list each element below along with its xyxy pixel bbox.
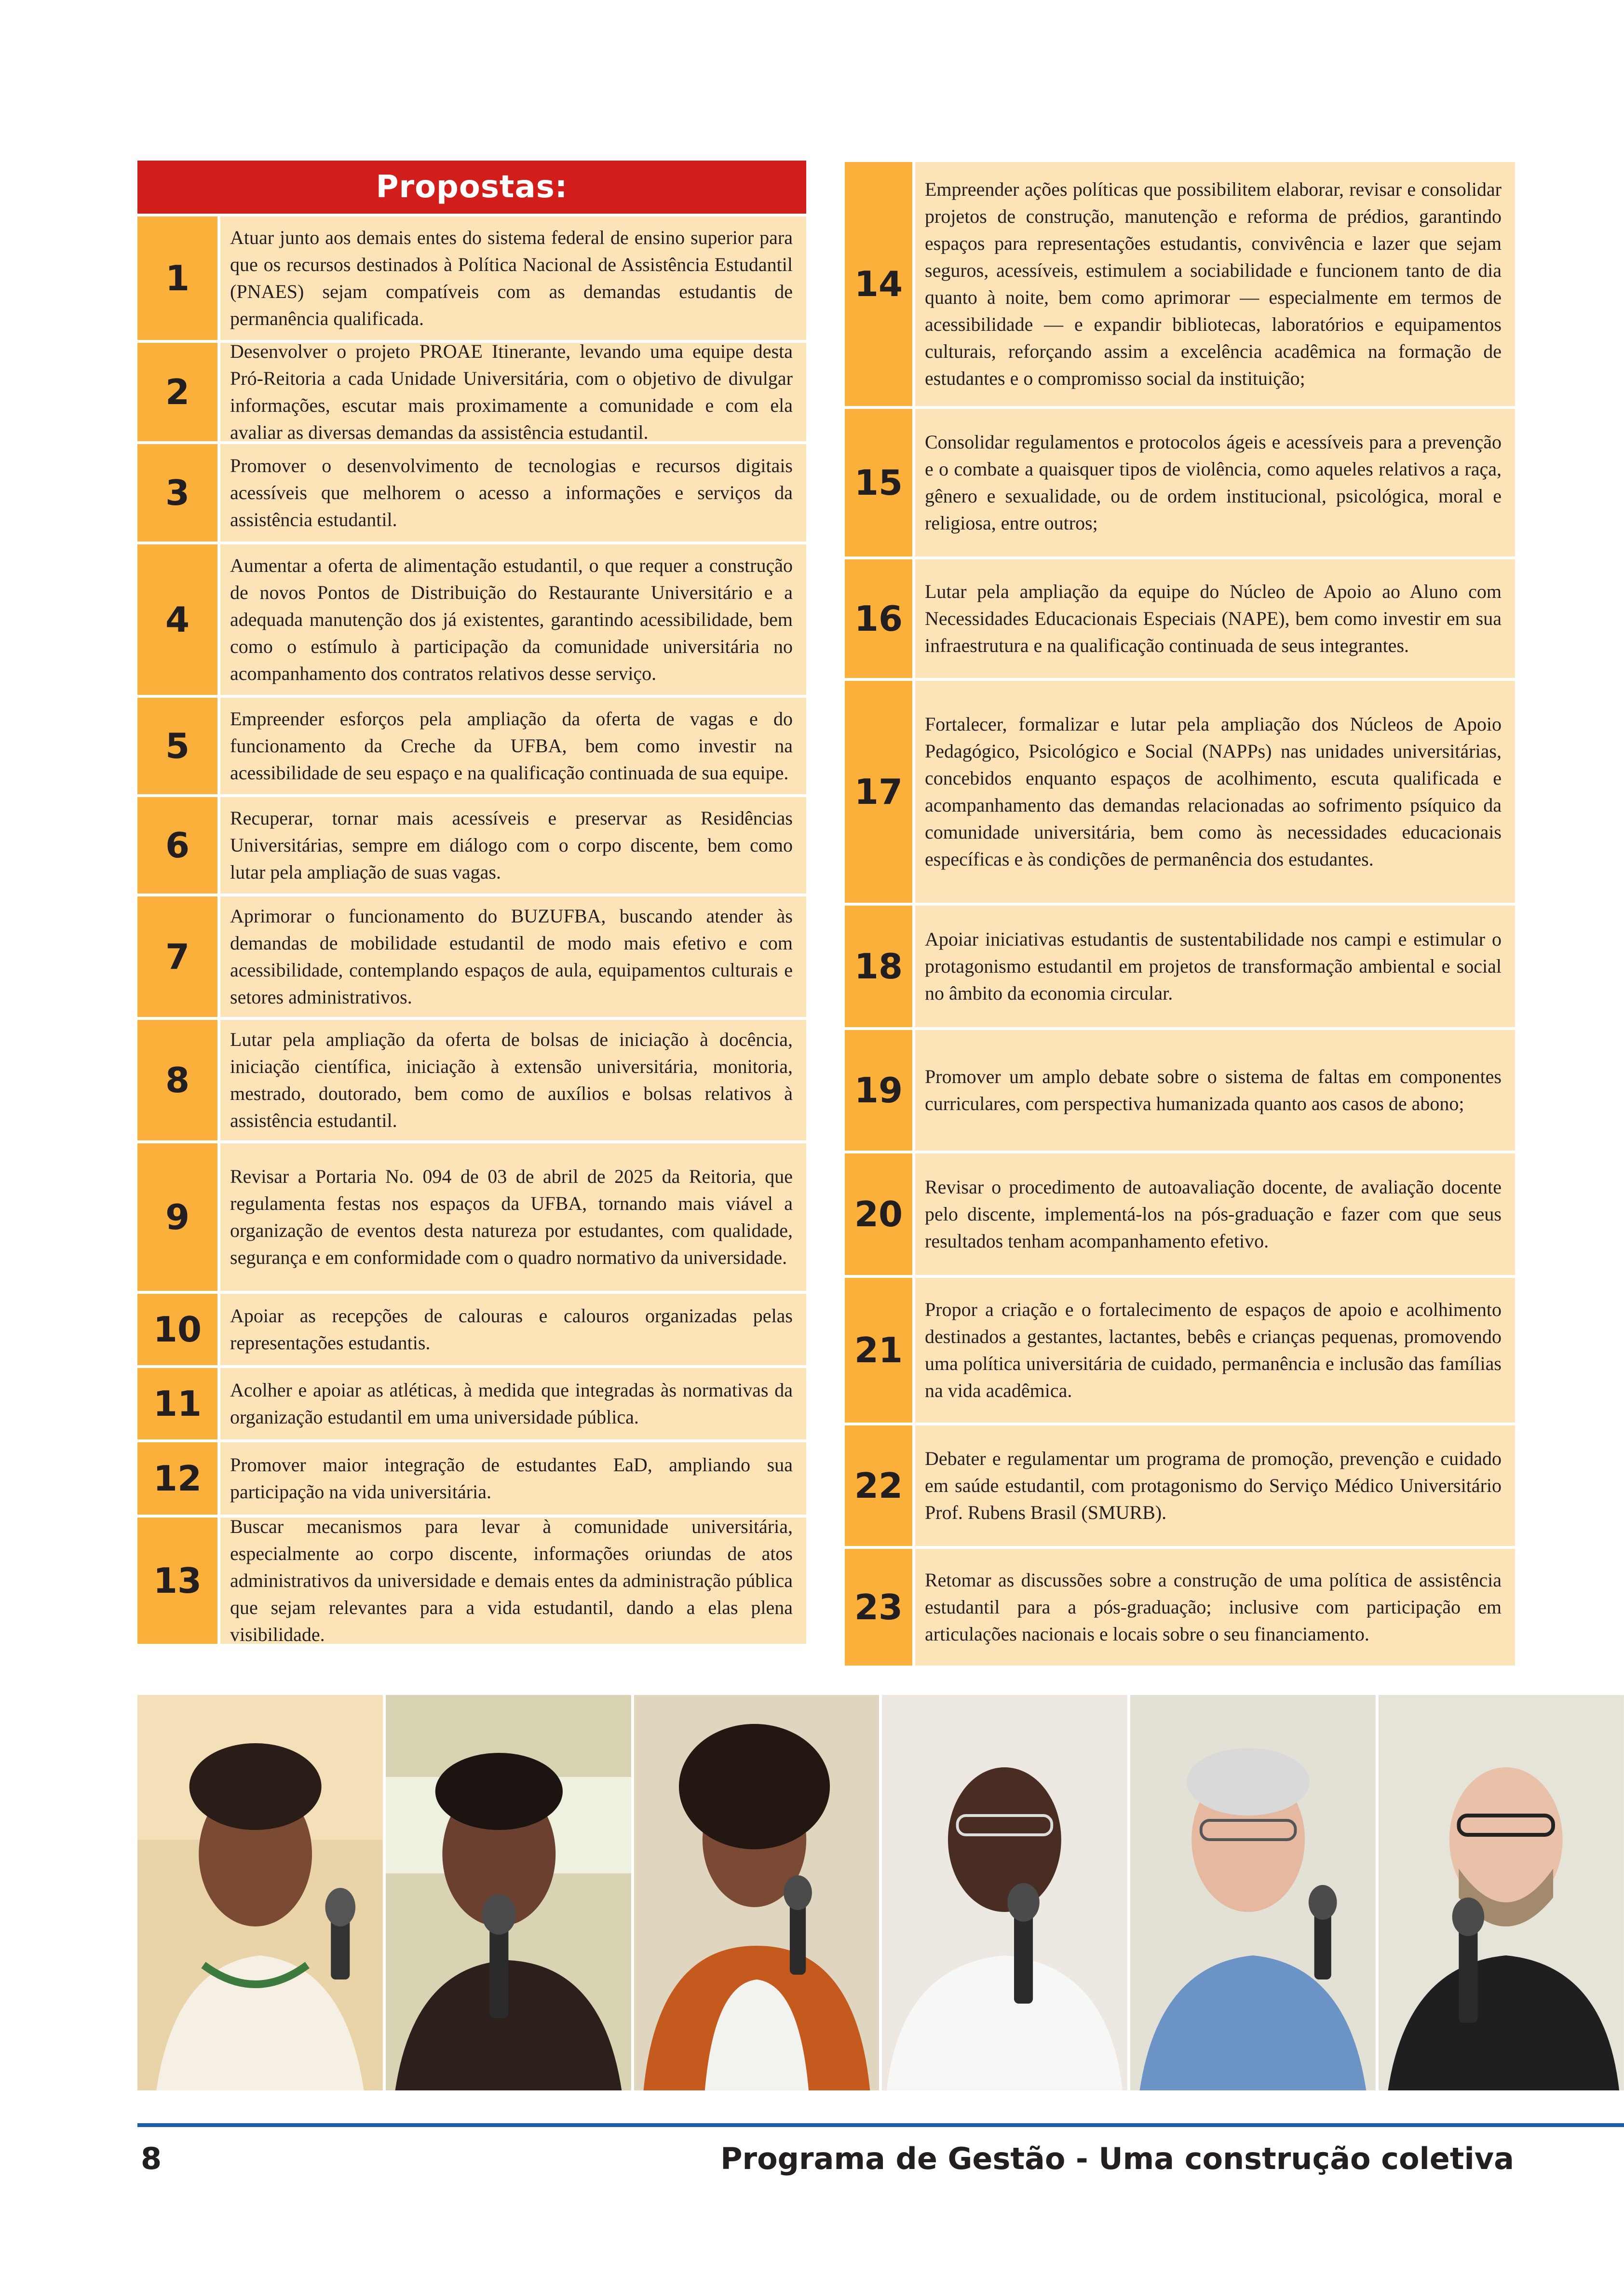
proposal-text — [220, 444, 806, 542]
proposal-text — [915, 1549, 1515, 1666]
proposal-row — [137, 444, 806, 542]
proposal-number: 9 — [137, 1143, 217, 1291]
proposal-number: 23 — [845, 1549, 912, 1666]
proposal-text-content: Empreender ações políticas que possibilitem elaborar, revisar e consolidar projetos de construção, manutenção e reforma de prédios, garantindo espaços para representações estudantis, convivência e lazer que sejam seguros, acessíveis, estimulem a sociabilidade e funcionem tanto de dia quanto à noite, bem como aprimorar — especialmente em termos de acessibilidade — e expandir bibliotecas, laboratórios e equipamentos culturais, reforçando assim a excelência acadêmica na formação de estudantes e o compromisso social da instituição; — [925, 178, 1502, 389]
proposal-text — [220, 544, 806, 695]
proposal-row — [845, 162, 1515, 406]
proposal-row — [845, 1153, 1515, 1275]
speakers-photo-strip — [137, 1695, 1624, 2090]
footer-rule — [137, 2123, 1624, 2127]
proposal-text — [915, 681, 1515, 903]
proposal-number: 3 — [137, 444, 217, 542]
proposal-number: 6 — [137, 797, 217, 894]
proposal-text-content: Acolher e apoiar as atléticas, à medida que integradas às normativas da organização estudantil em uma universidade pública. — [230, 1379, 793, 1428]
speaker-photo-5 — [1130, 1695, 1376, 2090]
proposal-row — [137, 1143, 806, 1291]
proposal-row — [137, 896, 806, 1017]
proposal-number: 2 — [137, 343, 217, 441]
proposal-number: 22 — [845, 1425, 912, 1546]
proposal-number: 5 — [137, 698, 217, 794]
proposal-number: 8 — [137, 1020, 217, 1140]
proposal-text-content: Aumentar a oferta de alimentação estudantil, o que requer a construção de novos Pontos de Distribuição do Restaurante Universitário e a adequada manutenção dos já existentes, garantindo acessibilidade, bem como o estímulo à participação da comunidade universitária no acompanhamento dos contratos relativos desse serviço. — [230, 555, 793, 684]
proposal-number: 21 — [845, 1278, 912, 1423]
proposal-number: 13 — [137, 1518, 217, 1644]
proposal-text — [915, 906, 1515, 1027]
proposal-text-content: Debater e regulamentar um programa de promoção, prevenção e cuidado em saúde estudantil, com protagonismo do Serviço Médico Universitário Prof. Rubens Brasil (SMURB). — [925, 1448, 1502, 1523]
proposal-row — [845, 1278, 1515, 1423]
proposal-text — [220, 1518, 806, 1644]
proposals-heading: Propostas: — [137, 161, 806, 214]
proposal-text — [220, 1020, 806, 1140]
proposal-text-content: Lutar pela ampliação da oferta de bolsas de iniciação à docência, iniciação científica, iniciação à extensão universitária, monitoria, mestrado, doutorado, bem como de auxílios e bolsas relativos à assistência estudantil. — [230, 1029, 793, 1131]
footer-title: Programa de Gestão - Uma construção coletiva — [720, 2141, 1514, 2176]
proposal-number: 7 — [137, 896, 217, 1017]
proposal-text-content: Revisar o procedimento de autoavaliação docente, de avaliação docente pelo discente, implementá-los na pós-graduação e fazer com que seus resultados tenham acompanhamento efetivo. — [925, 1176, 1502, 1252]
proposal-number: 10 — [137, 1294, 217, 1365]
proposal-text — [915, 1425, 1515, 1546]
proposal-row — [845, 409, 1515, 556]
proposal-text — [220, 1442, 806, 1515]
proposal-text-content: Promover o desenvolvimento de tecnologias e recursos digitais acessíveis que melhorem o acesso a informações e serviços da assistência estudantil. — [230, 455, 793, 530]
proposal-text-content: Promover maior integração de estudantes EaD, ampliando sua participação na vida universitária. — [230, 1454, 793, 1503]
proposal-text — [220, 896, 806, 1017]
proposal-row — [137, 217, 806, 340]
page-number: 8 — [141, 2141, 162, 2176]
proposal-text — [915, 1153, 1515, 1275]
proposal-text-content: Revisar a Portaria No. 094 de 03 de abril de 2025 da Reitoria, que regulamenta festas nos espaços da UFBA, tornando mais viável a organização de eventos desta natureza por estudantes, com qualidade, segurança e em conformidade com o quadro normativo da universidade. — [230, 1166, 793, 1268]
proposal-text-content: Retomar as discussões sobre a construção de uma política de assistência estudantil para a pós-graduação; inclusive com participação em articulações nacionais e locais sobre o seu financiamento. — [925, 1569, 1502, 1645]
proposal-row — [845, 1549, 1515, 1666]
proposal-text — [915, 409, 1515, 556]
speaker-photo-1 — [137, 1695, 383, 2090]
proposal-text — [915, 1030, 1515, 1151]
proposal-text-content: Lutar pela ampliação da equipe do Núcleo de Apoio ao Aluno com Necessidades Educacionais Especiais (NAPE), bem como investir em sua infraestrutura e na qualificação continuada de seus integrantes. — [925, 581, 1502, 656]
proposal-number: 14 — [845, 162, 912, 406]
proposal-text — [220, 1143, 806, 1291]
proposal-text-content: Empreender esforços pela ampliação da oferta de vagas e do funcionamento da Creche da UFBA, bem como investir na acessibilidade de seu espaço e na qualificação continuada de sua equipe. — [230, 708, 793, 784]
proposal-number: 1 — [137, 217, 217, 340]
proposal-number: 17 — [845, 681, 912, 903]
speaker-photo-2 — [386, 1695, 631, 2090]
proposal-row — [137, 544, 806, 695]
proposal-text-content: Aprimorar o funcionamento do BUZUFBA, buscando atender às demandas de mobilidade estudantil de modo mais efetivo e com acessibilidade, contemplando espaços de aula, equipamentos culturais e setores administrativos. — [230, 905, 793, 1008]
proposal-text-content: Consolidar regulamentos e protocolos ágeis e acessíveis para a prevenção e o combate a quaisquer tipos de violência, como aqueles relativos a raça, gênero e sexualidade, ou de ordem institucional, psicológica, moral e religiosa, entre outros; — [925, 431, 1502, 534]
proposal-row — [845, 1425, 1515, 1546]
proposal-text — [220, 698, 806, 794]
proposal-number: 16 — [845, 559, 912, 678]
proposals-right-column — [845, 162, 1515, 1668]
proposal-text — [220, 217, 806, 340]
proposal-row — [137, 1294, 806, 1365]
proposal-row — [137, 1368, 806, 1439]
proposal-text — [220, 340, 806, 443]
proposal-row — [137, 1442, 806, 1515]
proposal-text-content: Buscar mecanismos para levar à comunidade universitária, especialmente ao corpo discente, informações oriundas de atos administrativos da universidade e demais entes da administração pública que sejam relevantes para a vida estudantil, dando a elas plena visibilidade. — [230, 1516, 793, 1645]
proposal-text — [220, 1294, 806, 1365]
proposal-text — [220, 1368, 806, 1439]
proposals-left-column — [137, 161, 806, 1647]
proposal-row — [137, 1020, 806, 1140]
proposal-number: 18 — [845, 906, 912, 1027]
proposal-number: 15 — [845, 409, 912, 556]
proposal-row — [137, 1518, 806, 1644]
proposal-text — [915, 162, 1515, 406]
proposal-number: 20 — [845, 1153, 912, 1275]
proposal-row — [137, 340, 806, 443]
proposal-text — [915, 1278, 1515, 1423]
proposal-row — [137, 797, 806, 894]
proposal-text-content: Promover um amplo debate sobre o sistema de faltas em componentes curriculares, com perspectiva humanizada quanto aos casos de abono; — [925, 1066, 1502, 1114]
proposal-text-content: Atuar junto aos demais entes do sistema federal de ensino superior para que os recursos destinados à Política Nacional de Assistência Estudantil (PNAES) sejam compatíveis com as demandas estudantis de permanência qualificada. — [230, 227, 793, 329]
proposal-text — [915, 559, 1515, 678]
proposal-row — [137, 698, 806, 794]
proposal-row — [845, 1030, 1515, 1151]
proposal-row — [845, 906, 1515, 1027]
proposal-number: 12 — [137, 1442, 217, 1515]
proposal-text-content: Recuperar, tornar mais acessíveis e preservar as Residências Universitárias, sempre em diálogo com o corpo discente, bem como lutar pela ampliação de suas vagas. — [230, 807, 793, 883]
proposal-number: 4 — [137, 544, 217, 695]
speaker-photo-4 — [882, 1695, 1127, 2090]
proposal-text-content: Fortalecer, formalizar e lutar pela ampliação dos Núcleos de Apoio Pedagógico, Psicológico e Social (NAPPs) nas unidades universitárias, concebidos enquanto espaços de acolhimento, escuta qualificada e acompanhamento das demandas relacionadas ao sofrimento psíquico da comunidade universitária, bem como às necessidades educacionais específicas e às condições de permanência dos estudantes. — [925, 713, 1502, 870]
proposal-text-content: Apoiar as recepções de calouras e calouros organizadas pelas representações estudantis. — [230, 1305, 793, 1354]
proposal-text-content: Apoiar iniciativas estudantis de sustentabilidade nos campi e estimular o protagonismo estudantil em projetos de transformação ambiental e social no âmbito da economia circular. — [925, 928, 1502, 1004]
proposal-text-content: Desenvolver o projeto PROAE Itinerante, levando uma equipe desta Pró-Reitoria a cada Unidade Universitária, com o objetivo de divulgar informações, escutar mais proximamente a comunidade e com ela avaliar as diversas demandas da assistência estudantil. — [230, 340, 793, 443]
speaker-photo-3 — [634, 1695, 880, 2090]
proposal-text-content: Propor a criação e o fortalecimento de espaços de apoio e acolhimento destinados a gestantes, lactantes, bebês e crianças pequenas, promovendo uma política universitária de cuidado, permanência e inclusão das famílias na vida acadêmica. — [925, 1299, 1502, 1401]
speaker-photo-6 — [1379, 1695, 1624, 2090]
proposal-text — [220, 797, 806, 894]
proposal-number: 11 — [137, 1368, 217, 1439]
proposal-number: 19 — [845, 1030, 912, 1151]
proposal-row — [845, 681, 1515, 903]
proposal-row — [845, 559, 1515, 678]
